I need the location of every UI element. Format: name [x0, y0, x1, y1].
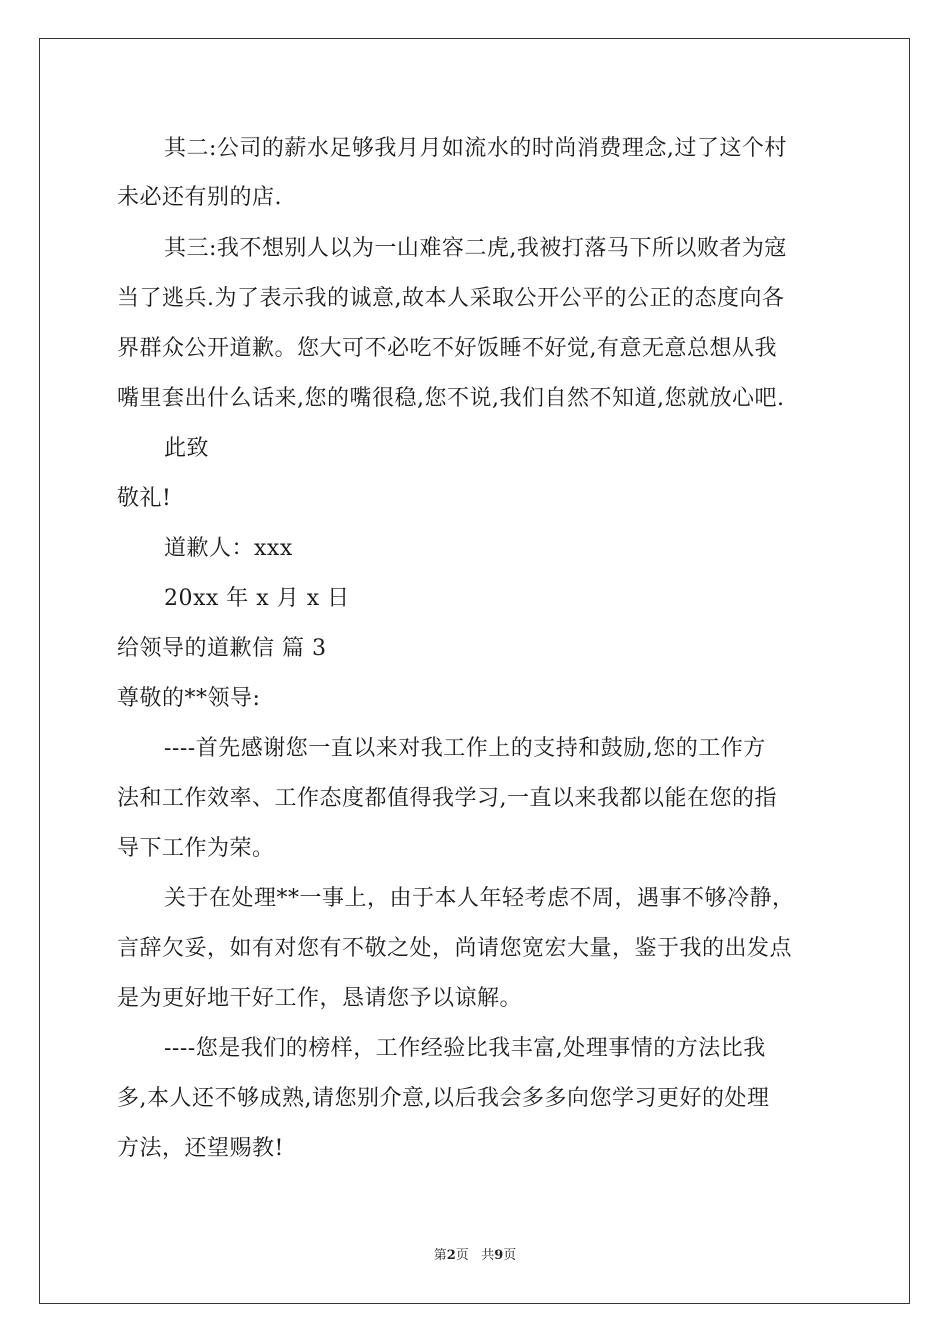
- letter-greeting: 尊敬的**领导:: [117, 686, 261, 711]
- paragraph-line: 法和工作效率、工作态度都值得我学习,一直以来我都以能在您的指: [117, 786, 777, 811]
- page-border: [39, 38, 910, 1304]
- footer-page-number: 2: [446, 1248, 456, 1263]
- paragraph-line: 其三:我不想别人以为一山难容二虎,我被打落马下所以败者为寇: [164, 236, 787, 261]
- closing-regards: 敬礼!: [117, 486, 172, 511]
- paragraph-line: 当了逃兵.为了表示我的诚意,故本人采取公开公平的公正的态度向各: [117, 286, 785, 311]
- paragraph-line: ----您是我们的榜样，工作经验比我丰富,处理事情的方法比我: [164, 1036, 766, 1061]
- paragraph-line: 未必还有别的店.: [117, 185, 282, 210]
- section-title: 给领导的道歉信 篇 3: [117, 636, 327, 661]
- footer-total-prefix: 共: [481, 1248, 495, 1263]
- paragraph-line: 多,本人还不够成熟,请您别介意,以后我会多多向您学习更好的处理: [117, 1086, 770, 1111]
- paragraph-line: ----首先感谢您一直以来对我工作上的支持和鼓励,您的工作方: [164, 736, 766, 761]
- date-line: 20xx 年 x 月 x 日: [164, 586, 350, 611]
- page-footer: [0, 1247, 950, 1265]
- footer-total-pages: 9: [494, 1248, 504, 1263]
- paragraph-line: 其二:公司的薪水足够我月月如流水的时尚消费理念,过了这个村: [164, 136, 787, 161]
- paragraph-line: 是为更好地干好工作，恳请您予以谅解。: [117, 986, 523, 1011]
- paragraph-line: 言辞欠妥，如有对您有不敬之处，尚请您宽宏大量，鉴于我的出发点: [117, 936, 793, 961]
- paragraph-line: 方法，还望赐教!: [117, 1136, 284, 1161]
- paragraph-line: 嘴里套出什么话来,您的嘴很稳,您不说,我们自然不知道,您就放心吧.: [117, 386, 785, 411]
- paragraph-line: 界群众公开道歉。您大可不必吃不好饭睡不好觉,有意无意总想从我: [117, 336, 777, 361]
- signature-line: 道歉人：xxx: [164, 536, 293, 561]
- paragraph-line: 关于在处理**一事上，由于本人年轻考虑不周，遇事不够冷静，: [164, 886, 795, 911]
- footer-total-suffix: 页: [503, 1248, 517, 1263]
- footer-page-suffix: 页: [455, 1248, 469, 1263]
- paragraph-line: 导下工作为荣。: [117, 836, 275, 861]
- footer-prefix: 第: [433, 1248, 447, 1263]
- closing-salutation: 此致: [164, 436, 210, 461]
